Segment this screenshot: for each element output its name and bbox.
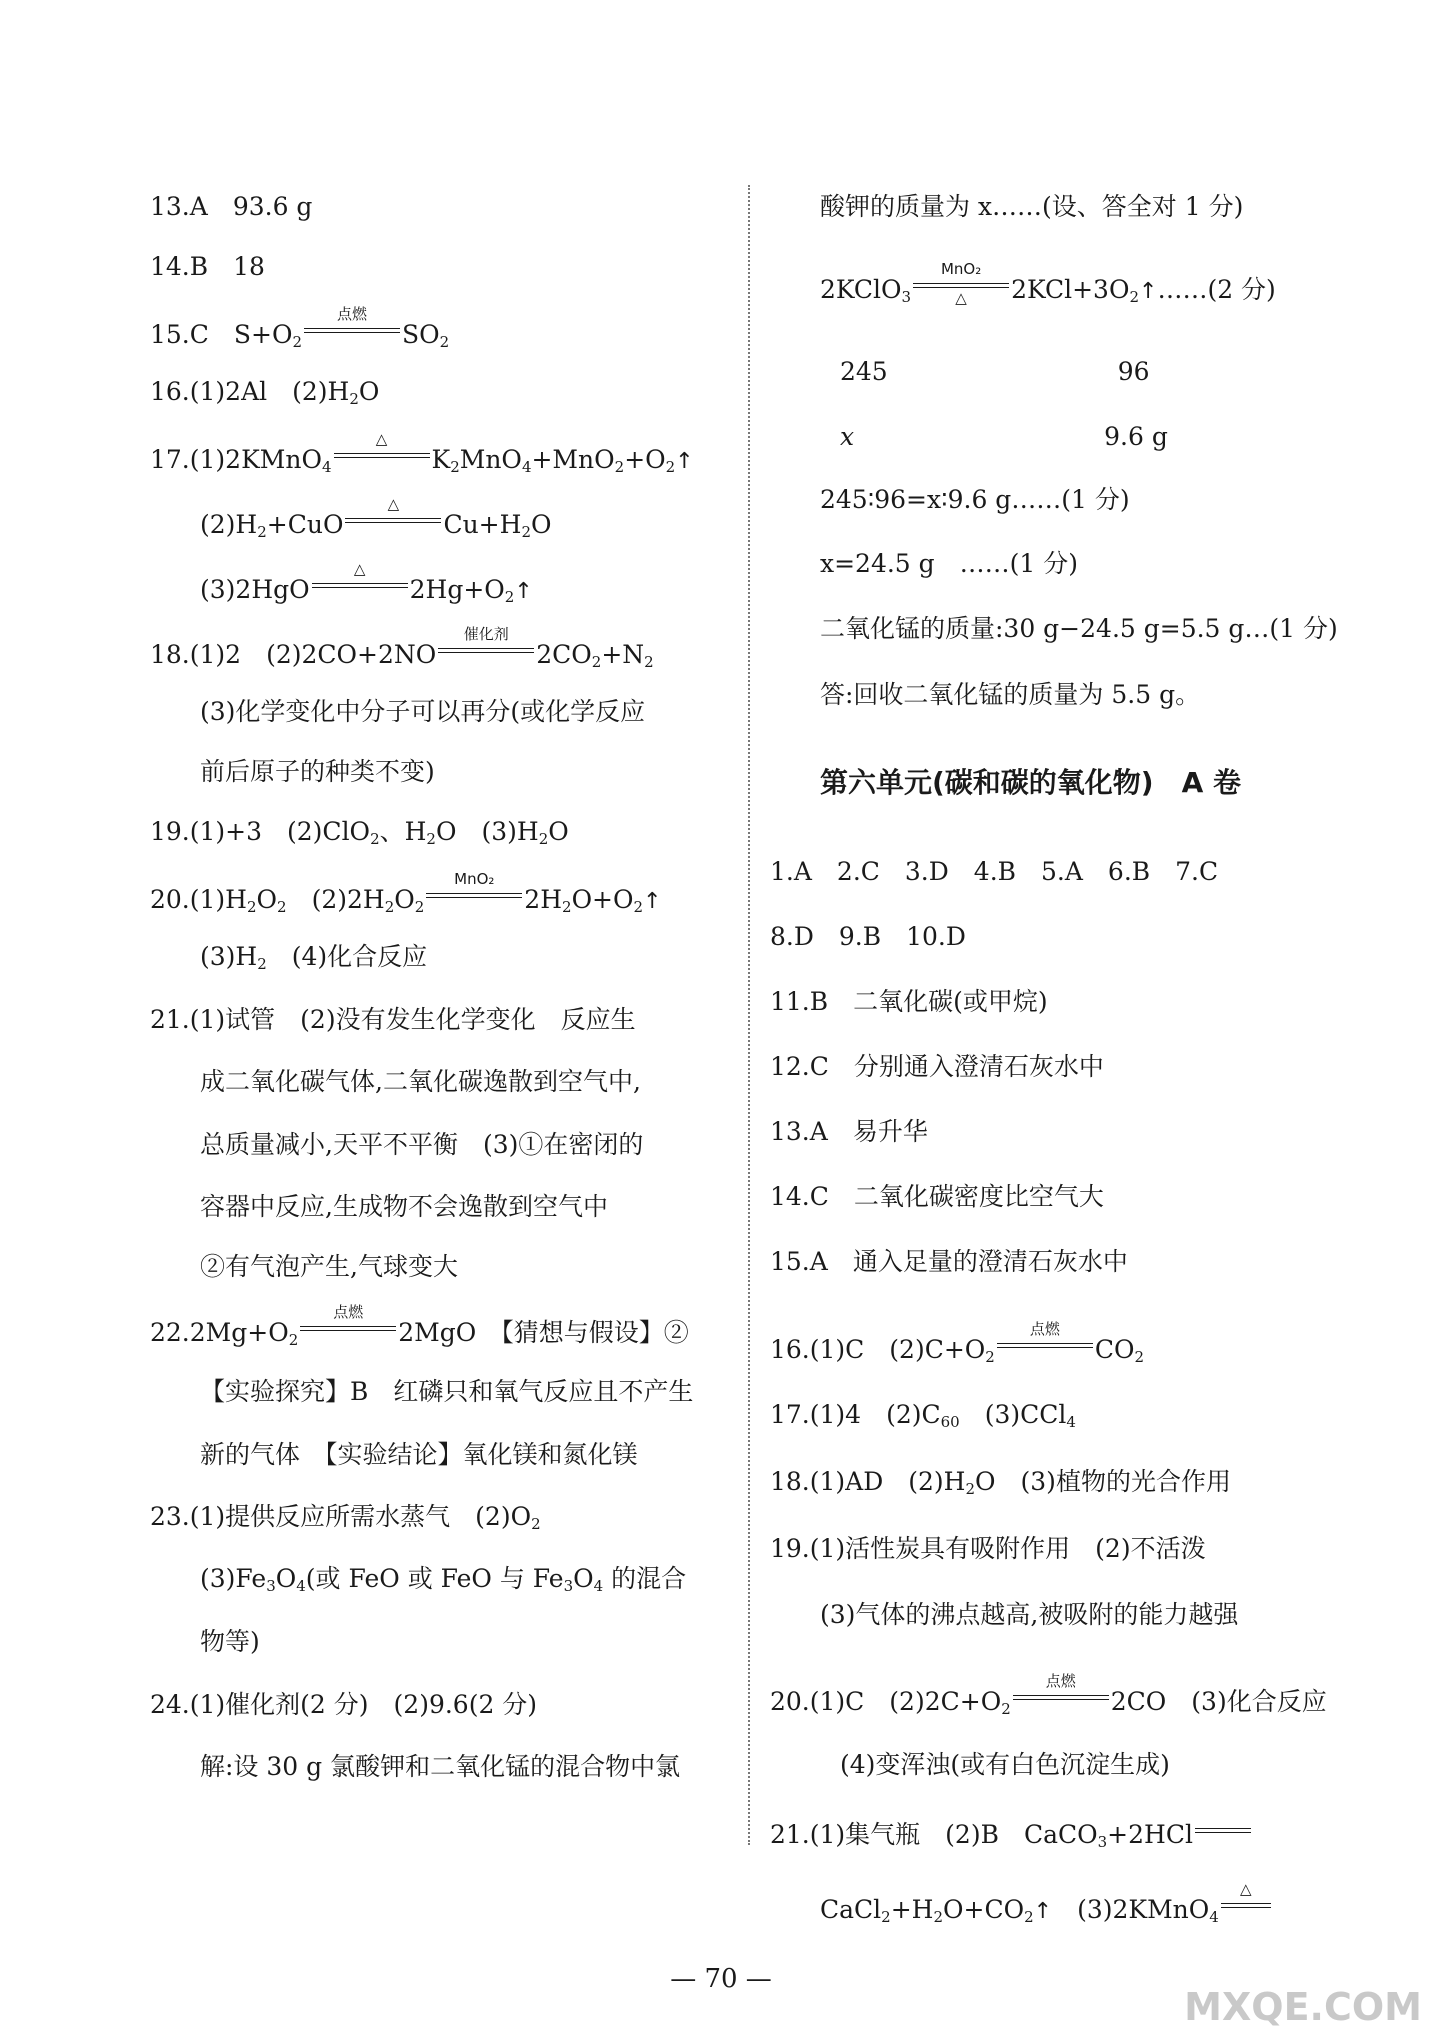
answer-u6-21-cont: $CaCl_2+H_2O+CO_2↑$ (3)2KMnO$_4$ △ [770,1890,1273,1929]
answer-15: 15.C $S+O_2$ 点燃 $SO_2$ [150,305,450,351]
solution-result: x=24.5 g ……(1 分) [820,549,1079,578]
equation-sign [1195,1815,1251,1845]
answer-17-2: $(2)H_2+CuO$ △ $Cu+H_2O$ [200,495,552,541]
answer-16: 16.(1)2Al $(2)H_2O$ [150,377,380,408]
solution-proportion: 245∶96=x∶9.6 g……(1 分) [820,485,1130,514]
answer-18: 18.(1)2 (2)2CO+2NO 催化剂 $2CO_2+N_2$ [150,625,654,671]
solution-equation: 2KClO$_3$ MnO₂ △ $2KCl+3O_2↑\dots\dots(2$ 分) [820,260,1276,307]
gas-arrow-icon: ↑ [643,889,662,914]
answer-19: 19.(1)+3 (2)ClO$_2$、$H_2O$ $(3)H_2O$ [150,817,569,848]
solution-mno2-mass: 二氧化锰的质量:30 g−24.5 g=5.5 g…(1 分) [820,614,1338,643]
answer-23-cont: 物等) [200,1627,260,1656]
equation-sign: 催化剂 [438,635,534,665]
equation-sign: △ [312,570,408,600]
answer-u6-17: 17.(1)4 $(2)C_{60}$ (3)CCl$_4$ [770,1400,1076,1431]
answer-21-cont-1: 成二氧化碳气体,二氧化碳逸散到空气中, [200,1067,641,1096]
equation-sign: 点燃 [300,1313,396,1343]
answer-24-solution: 解:设 30 g 氯酸钾和二氧化锰的混合物中氯 [200,1752,681,1781]
answer-13: 13.A 93.6 g [150,192,313,221]
gas-arrow-icon: ↑ [1033,1899,1053,1924]
equation-sign: 点燃 [304,315,400,345]
answer-u6-20: 20.(1)C $(2)2C+O_2$ 点燃 2CO (3)化合反应 [770,1672,1327,1718]
watermark-logo: MXQE.COM [1184,1985,1422,2029]
equation-sign: △ [334,440,430,470]
answer-18-3-cont: 前后原子的种类不变) [200,757,435,786]
equation-sign: 点燃 [997,1330,1093,1360]
gas-arrow-icon: ↑ [514,579,533,604]
gas-arrow-icon: ↑ [1139,279,1158,304]
section-heading: 第六单元(碳和碳的氧化物) A 卷 [820,766,1242,799]
answer-u6-19: 19.(1)活性炭具有吸附作用 (2)不活泼 [770,1534,1206,1563]
answers-8-10: 8.D 9.B 10.D [770,922,966,951]
solution-mass-values: x 9.6 g [840,422,1168,451]
answer-u6-11: 11.B 二氧化碳(或甲烷) [770,987,1048,1016]
answer-17-3: (3)2HgO △ $2Hg+O_2↑$ [200,560,533,606]
answer-u6-12: 12.C 分别通入澄清石灰水中 [770,1052,1104,1081]
solution-molar-mass: 245 96 [840,357,1150,386]
equation-sign: 点燃 [1013,1682,1109,1712]
page-number: — 70 — [670,1964,772,1994]
answer-22-cont-1: 【实验探究】B 红磷只和氧气反应且不产生 [200,1377,694,1406]
solution-answer: 答:回收二氧化锰的质量为 5.5 g。 [820,680,1201,709]
answer-17-1: 17.(1)2KMnO$_4$ △ $K_2MnO_4+MnO_2+O_2↑$ [150,430,694,476]
equation-sign: △ [345,505,441,535]
answer-u6-20-cont: (4)变浑浊(或有白色沉淀生成) [840,1750,1170,1779]
answer-u6-14: 14.C 二氧化碳密度比空气大 [770,1182,1104,1211]
answer-23: 23.(1)提供反应所需水蒸气 $(2)O_2$ [150,1502,541,1533]
answer-21-cont-2: 总质量减小,天平不平衡 (3)①在密闭的 [200,1130,644,1159]
answer-14: 14.B 18 [150,252,265,281]
answer-u6-19-cont: (3)气体的沸点越高,被吸附的能力越强 [820,1600,1239,1629]
answer-20-cont: $(3)H_2$ (4)化合反应 [200,942,428,973]
column-divider [748,185,750,1845]
answer-21-cont-4: ②有气泡产生,气球变大 [200,1252,458,1281]
answer-22: $22.2Mg+O_2$ 点燃 2MgO 【猜想与假设】② [150,1303,689,1349]
answer-u6-21: 21.(1)集气瓶 (2)B CaCO$_3$+2HCl [770,1815,1253,1852]
answer-23-3: $(3)Fe_3O_4$(或 FeO 或 FeO 与 $Fe_3O_4$ 的混合 [200,1564,687,1595]
answer-u6-13: 13.A 易升华 [770,1117,928,1146]
solution-line-1: 酸钾的质量为 x……(设、答全对 1 分) [820,192,1244,221]
gas-arrow-icon: ↑ [675,449,694,474]
answer-u6-16: 16.(1)C $(2)C+O_2$ 点燃 $CO_2$ [770,1320,1145,1366]
answer-24: 24.(1)催化剂(2 分) (2)9.6(2 分) [150,1690,538,1719]
equation-sign: MnO₂ △ [913,270,1009,300]
equation-sign: MnO₂ [426,880,522,910]
answer-u6-15: 15.A 通入足量的澄清石灰水中 [770,1247,1128,1276]
answer-21-cont-3: 容器中反应,生成物不会逸散到空气中 [200,1192,608,1221]
answer-21: 21.(1)试管 (2)没有发生化学变化 反应生 [150,1005,636,1034]
answer-18-3: (3)化学变化中分子可以再分(或化学反应 [200,697,646,726]
answer-22-cont-2: 新的气体 【实验结论】氧化镁和氮化镁 [200,1440,638,1469]
answers-1-7: 1.A 2.C 3.D 4.B 5.A 6.B 7.C [770,857,1219,886]
equation-sign: △ [1221,1890,1271,1920]
answer-u6-18: 18.(1)AD $(2)H_2O$ (3)植物的光合作用 [770,1467,1231,1498]
answer-20: $20.(1)H_2O_2$ $(2)2H_2O_2$ MnO₂ $2H_2O+O_2↑$ [150,870,662,916]
